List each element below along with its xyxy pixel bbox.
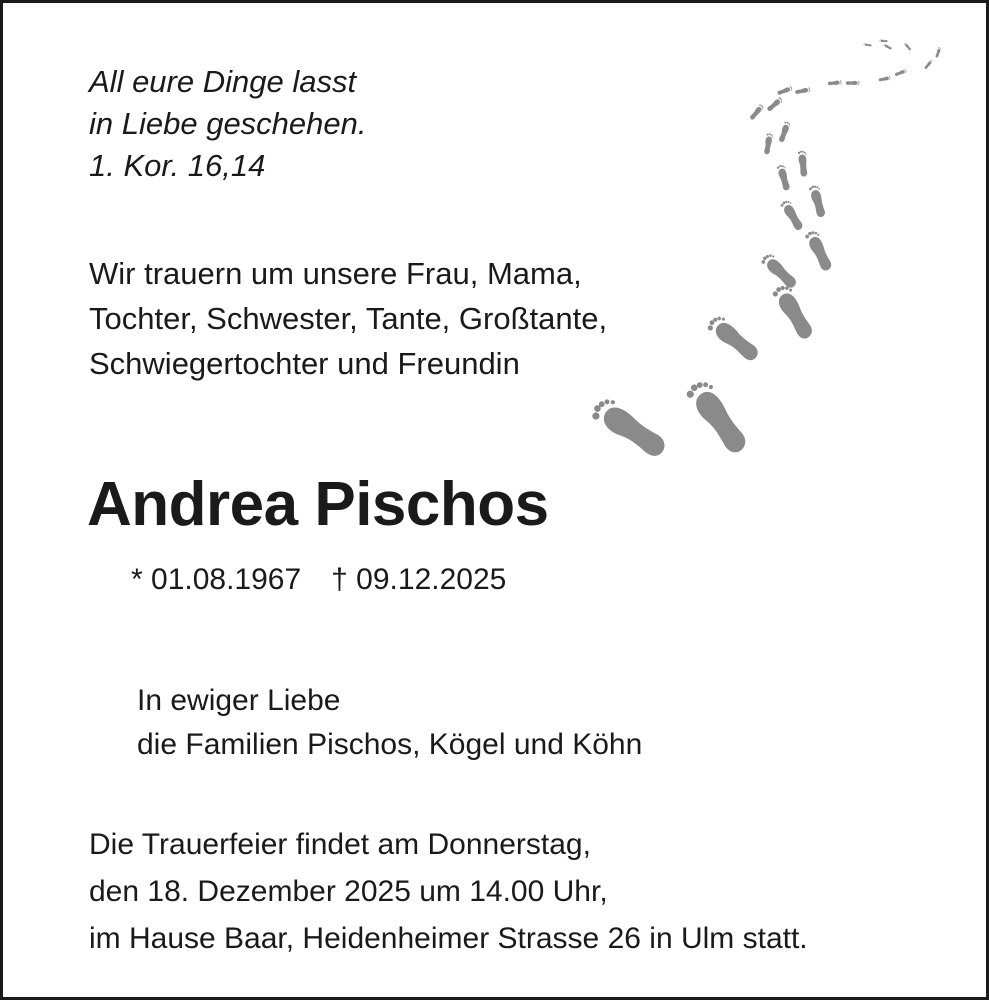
footprint-icon	[776, 164, 791, 191]
footprint-icon	[798, 150, 809, 177]
life-dates	[131, 563, 506, 597]
mourning-line: Wir trauern um unsere Frau, Mama,	[89, 256, 582, 291]
footprint-icon	[863, 43, 871, 47]
service-line: den 18. Dezember 2025 um 14.00 Uhr,	[89, 875, 608, 908]
footprint-icon	[771, 282, 817, 342]
footprint-icon	[808, 184, 827, 218]
deceased-name: Andrea Pischos	[87, 470, 549, 539]
birth-date: * 01.08.1967	[131, 563, 302, 596]
footprint-icon	[878, 76, 891, 82]
family-signature	[137, 679, 642, 767]
footprint-icon	[777, 86, 793, 96]
footprint-icon	[760, 251, 800, 291]
bible-verse	[89, 61, 367, 187]
footprint-icon	[879, 39, 887, 42]
footprint-icon	[763, 133, 774, 155]
footprint-icon	[780, 198, 806, 232]
signature-line: In ewiger Liebe	[137, 684, 341, 717]
footprint-icon	[705, 312, 762, 364]
footprint-icon	[684, 376, 753, 458]
footprint-icon	[828, 80, 842, 86]
mourning-text	[89, 251, 607, 386]
footprints-path-icon	[588, 33, 958, 473]
footprint-icon	[883, 43, 892, 50]
funeral-service-info	[89, 821, 808, 962]
footprint-icon	[589, 393, 671, 462]
verse-line: in Liebe geschehen.	[89, 106, 367, 141]
mourning-line: Tochter, Schwester, Tante, Großtante,	[89, 301, 608, 336]
signature-line: die Familien Pischos, Kögel und Köhn	[137, 728, 643, 761]
footprint-icon	[778, 121, 792, 143]
service-line: im Hause Baar, Heidenheimer Strasse 26 in Ulm statt.	[89, 922, 808, 955]
footprint-icon	[904, 42, 912, 51]
death-date: † 09.12.2025	[331, 563, 507, 596]
footprint-icon	[924, 59, 933, 69]
verse-line: All eure Dinge lasst	[89, 64, 357, 99]
service-line: Die Trauerfeier findet am Donnerstag,	[89, 828, 591, 861]
mourning-line: Schwiegertochter und Freundin	[89, 346, 520, 381]
footprint-icon	[749, 104, 765, 121]
footprint-icon	[846, 81, 860, 86]
footprint-icon	[766, 96, 783, 112]
footprint-icon	[935, 47, 942, 58]
footprint-icon	[804, 229, 834, 273]
footprint-icon	[894, 69, 907, 77]
footprint-icon	[795, 87, 811, 95]
verse-reference: 1. Kor. 16,14	[89, 148, 266, 183]
